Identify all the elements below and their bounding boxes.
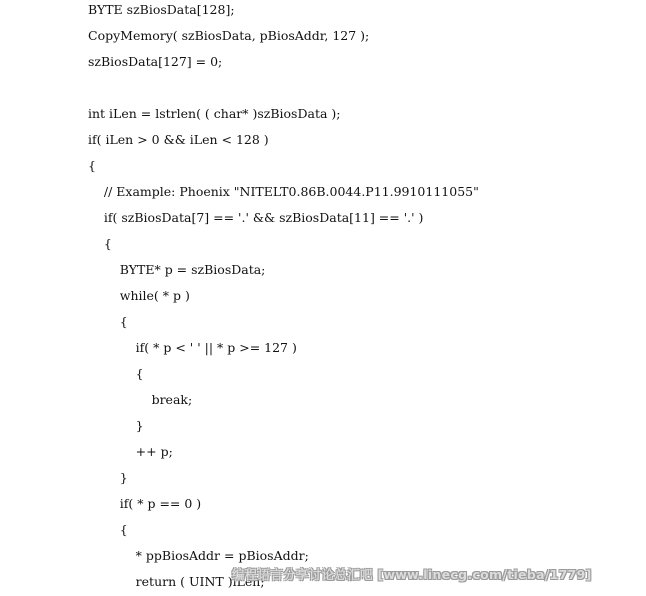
code-line: * ppBiosAddr = pBiosAddr;: [88, 548, 309, 563]
code-line: while( * p ): [88, 288, 190, 303]
code-line: {: [88, 158, 96, 173]
code-line: break;: [88, 392, 193, 407]
code-line: if( szBiosData[7] == '.' && szBiosData[11] == '.' ): [88, 210, 424, 225]
code-line: return ( UINT )iLen;: [88, 574, 265, 589]
watermark: 编程语言分享讨论总汇吧 [www.linecg.com/tieba/1779]: [232, 567, 592, 582]
code-comment-line: // Example: Phoenix "NITELT0.86B.0044.P11.9910111055": [88, 184, 479, 199]
code-line: }: [88, 418, 144, 433]
code-line: {: [88, 366, 144, 381]
code-line: {: [88, 236, 112, 251]
code-line: if( * p < ' ' || * p >= 127 ): [88, 340, 297, 355]
code-line: CopyMemory( szBiosData, pBiosAddr, 127 );: [88, 28, 370, 43]
code-line: if( * p == 0 ): [88, 496, 202, 511]
code-line: }: [88, 470, 128, 485]
code-line: szBiosData[127] = 0;: [88, 54, 223, 69]
code-line: if( iLen > 0 && iLen < 128 ): [88, 132, 269, 147]
code-line: {: [88, 522, 128, 537]
code-line: BYTE szBiosData[128];: [88, 2, 235, 17]
code-line: BYTE* p = szBiosData;: [88, 262, 266, 277]
code-line: ++ p;: [88, 444, 173, 459]
code-line: int iLen = lstrlen( ( char* )szBiosData );: [88, 106, 341, 121]
code-line: {: [88, 314, 128, 329]
